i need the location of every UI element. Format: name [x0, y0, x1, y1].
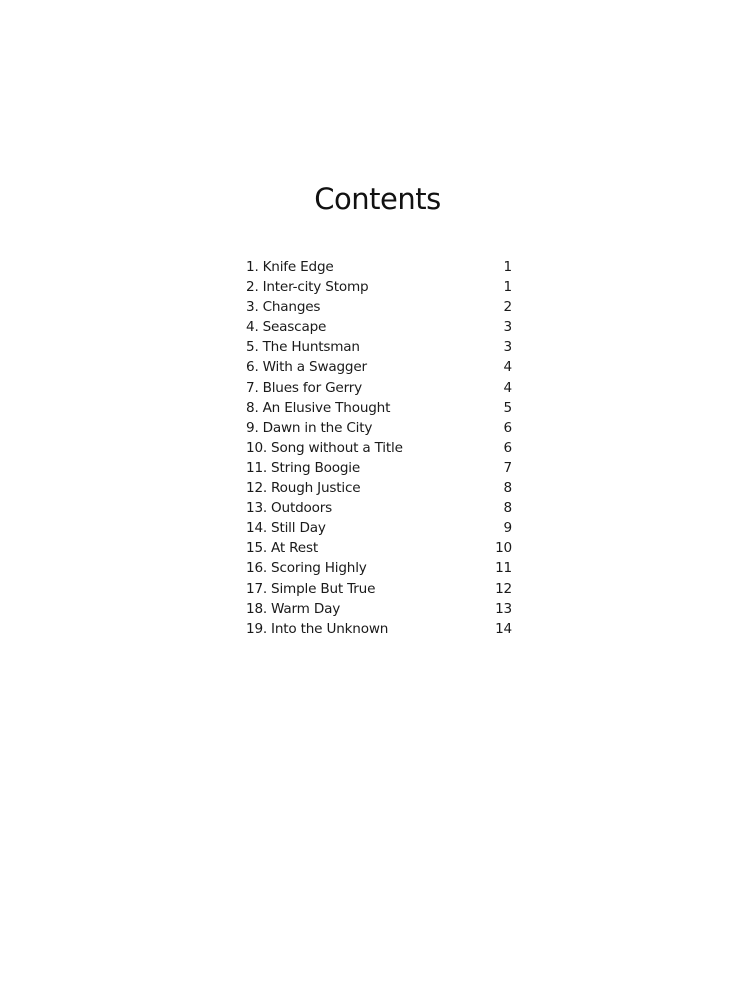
- contents-entry[interactable]: [246, 579, 512, 599]
- entry-page-number: 7: [503, 459, 512, 476]
- entry-page-number: 3: [503, 319, 512, 336]
- entry-number: 2.: [246, 279, 259, 296]
- entry-number: 5.: [246, 339, 259, 356]
- entry-number: 10.: [246, 439, 268, 456]
- contents-entry[interactable]: [246, 257, 512, 277]
- entry-page-number: 10: [495, 540, 512, 557]
- entry-title: Warm Day: [271, 600, 341, 617]
- entry-title: Knife Edge: [262, 259, 334, 275]
- contents-entry[interactable]: [246, 619, 512, 639]
- entry-title: Scoring Highly: [271, 560, 367, 577]
- entry-number: 8.: [246, 399, 259, 416]
- contents-entry[interactable]: [246, 518, 512, 538]
- contents-entry[interactable]: [246, 357, 512, 377]
- entry-title: At Rest: [271, 540, 318, 557]
- contents-entry[interactable]: [246, 599, 512, 619]
- entry-title: String Boogie: [271, 459, 361, 476]
- contents-entry[interactable]: [246, 438, 512, 458]
- contents-entry[interactable]: [246, 317, 512, 337]
- entry-number: 11.: [246, 459, 268, 476]
- entry-page-number: 1: [503, 259, 512, 275]
- entry-page-number: 11: [495, 560, 512, 577]
- entry-title: Song without a Title: [271, 439, 403, 456]
- entry-number: 13.: [246, 500, 268, 517]
- entry-title: Changes: [262, 299, 321, 316]
- entry-page-number: 12: [495, 580, 512, 597]
- contents-entry[interactable]: [246, 538, 512, 558]
- entry-page-number: 2: [503, 299, 512, 316]
- entry-title: Dawn in the City: [262, 419, 373, 436]
- contents-entry[interactable]: [246, 398, 512, 418]
- entry-page-number: 13: [495, 600, 512, 617]
- entry-page-number: 14: [495, 620, 512, 637]
- entry-page-number: 4: [503, 359, 512, 376]
- entry-number: 7.: [246, 379, 259, 396]
- contents-entry[interactable]: [246, 277, 512, 297]
- contents-list: [246, 257, 512, 639]
- entry-number: 6.: [246, 359, 259, 376]
- entry-number: 15.: [246, 540, 268, 557]
- entry-page-number: 6: [503, 439, 512, 456]
- contents-entry[interactable]: [246, 297, 512, 317]
- entry-page-number: 4: [503, 379, 512, 396]
- entry-number: 12.: [246, 480, 268, 497]
- entry-title: Still Day: [271, 520, 326, 537]
- entry-page-number: 8: [503, 500, 512, 517]
- entry-number: 4.: [246, 319, 259, 336]
- contents-entry[interactable]: [246, 418, 512, 438]
- contents-entry[interactable]: [246, 337, 512, 357]
- entry-title: The Huntsman: [262, 339, 360, 356]
- entry-title: Inter-city Stomp: [262, 279, 369, 296]
- contents-entry[interactable]: [246, 478, 512, 498]
- entry-number: 16.: [246, 560, 268, 577]
- contents-entry[interactable]: [246, 458, 512, 478]
- contents-entry[interactable]: [246, 378, 512, 398]
- contents-entry[interactable]: [246, 558, 512, 578]
- entry-title: Rough Justice: [271, 480, 361, 497]
- entry-page-number: 8: [503, 480, 512, 497]
- entry-title: Blues for Gerry: [262, 379, 362, 396]
- entry-title: An Elusive Thought: [262, 399, 391, 416]
- entry-page-number: 1: [503, 279, 512, 296]
- entry-number: 9.: [246, 419, 259, 436]
- entry-title: Seascape: [262, 319, 327, 336]
- page-title: Contents: [314, 182, 441, 216]
- entry-page-number: 6: [503, 419, 512, 436]
- entry-title: Outdoors: [271, 500, 333, 517]
- entry-title: Into the Unknown: [271, 620, 389, 637]
- entry-page-number: 3: [503, 339, 512, 356]
- entry-title: With a Swagger: [262, 359, 367, 376]
- entry-number: 19.: [246, 620, 268, 637]
- entry-number: 18.: [246, 600, 268, 617]
- entry-page-number: 9: [503, 520, 512, 537]
- entry-page-number: 5: [503, 399, 512, 416]
- entry-number: 3.: [246, 299, 259, 316]
- contents-entry[interactable]: [246, 498, 512, 518]
- entry-number: 14.: [246, 520, 268, 537]
- entry-title: Simple But True: [271, 580, 376, 597]
- entry-number: 1.: [246, 259, 259, 275]
- entry-number: 17.: [246, 580, 268, 597]
